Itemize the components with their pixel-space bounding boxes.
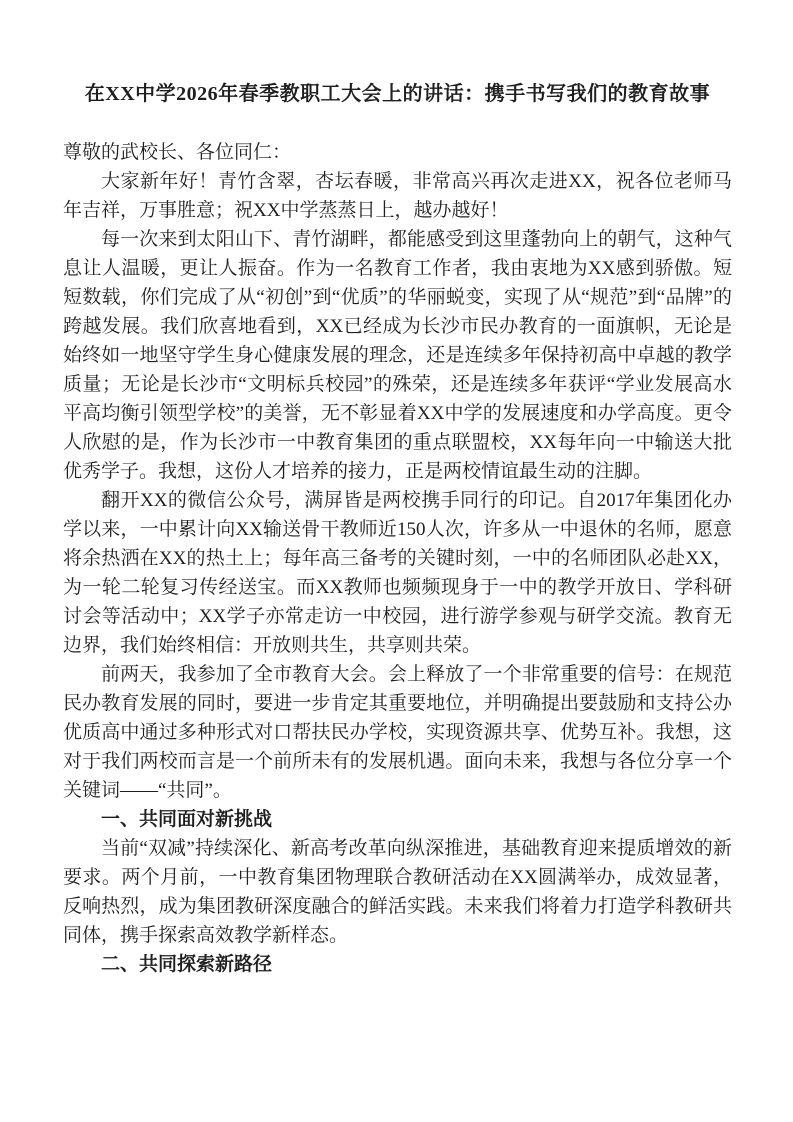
paragraph-partnership: 翻开XX的微信公众号，满屏皆是两校携手同行的印记。自2017年集团化办学以来，一中累计向XX输送骨干教师近150人次，许多从一中退休的名师，愿意将余热洒在XX的热土上；每年高三备考的关键时刻，一中的名师团队必赴XX，为一轮二轮复习传经送宝。而XX教师也频频现身于一中的教学开放日、学科研讨会等活动中；XX学子亦常走访一中校园，进行游学参观与研学交流。教育无边界，我们始终相信：开放则共生，共享则共荣。	[63, 490, 732, 656]
paragraph-opportunity: 前两天，我参加了全市教育大会。会上释放了一个非常重要的信号：在规范民办教育发展的同时，要进一步肯定其重要地位，并明确提出要鼓励和支持公办优质高中通过多种形式对口帮扶民办学校，实现资源共享、优势互补。我想，这对于我们两校而言是一个前所未有的发展机遇。面向未来，我想与各位分享一个关键词——“共同”。	[63, 664, 732, 801]
section-heading-2: 二、共同探索新路径	[101, 954, 273, 975]
paragraph-section1-body: 当前“双减”持续深化、新高考改革向纵深推进，基础教育迎来提质增效的新要求。两个月前，一中教育集团物理联合教研活动在XX圆满举办，成效显著，反响热烈，成为集团教研深度融合的鲜活实践。未来我们将着力打造学科教研共同体，携手探索高效教学新样态。	[63, 838, 732, 946]
paragraph-greeting: 大家新年好！青竹含翠，杏坛春暖，非常高兴再次走进XX，祝各位老师马年吉祥，万事胜意；祝XX中学蒸蒸日上，越办越好！	[63, 171, 732, 221]
document-content	[63, 0, 732, 979]
document-title: 在XX中学2026年春季教职工大会上的讲话：携手书写我们的教育故事	[84, 83, 711, 105]
section-heading-1: 一、共同面对新挑战	[101, 809, 273, 830]
paragraph-pride: 每一次来到太阳山下、青竹湖畔，都能感受到这里蓬勃向上的朝气，这种气息让人温暖，更让人振奋。作为一名教育工作者，我由衷地为XX感到骄傲。短短数载，你们完成了从“初创”到“优质”的华丽蜕变，实现了从“规范”到“品牌”的跨越发展。我们欣喜地看到，XX已经成为长沙市民办教育的一面旗帜，无论是始终如一地坚守学生身心健康发展的理念，还是连续多年保持初高中卓越的教学质量；无论是长沙市“文明标兵校园”的殊荣，还是连续多年获评“学业发展高水平高均衡引领型学校”的美誉，无不彰显着XX中学的发展速度和办学高度。更令人欣慰的是，作为长沙市一中教育集团的重点联盟校，XX每年向一中输送大批优秀学子。我想，这份人才培养的接力，正是两校情谊最生动的注脚。	[63, 229, 732, 482]
salutation-line: 尊敬的武校长、各位同仁：	[63, 142, 292, 163]
